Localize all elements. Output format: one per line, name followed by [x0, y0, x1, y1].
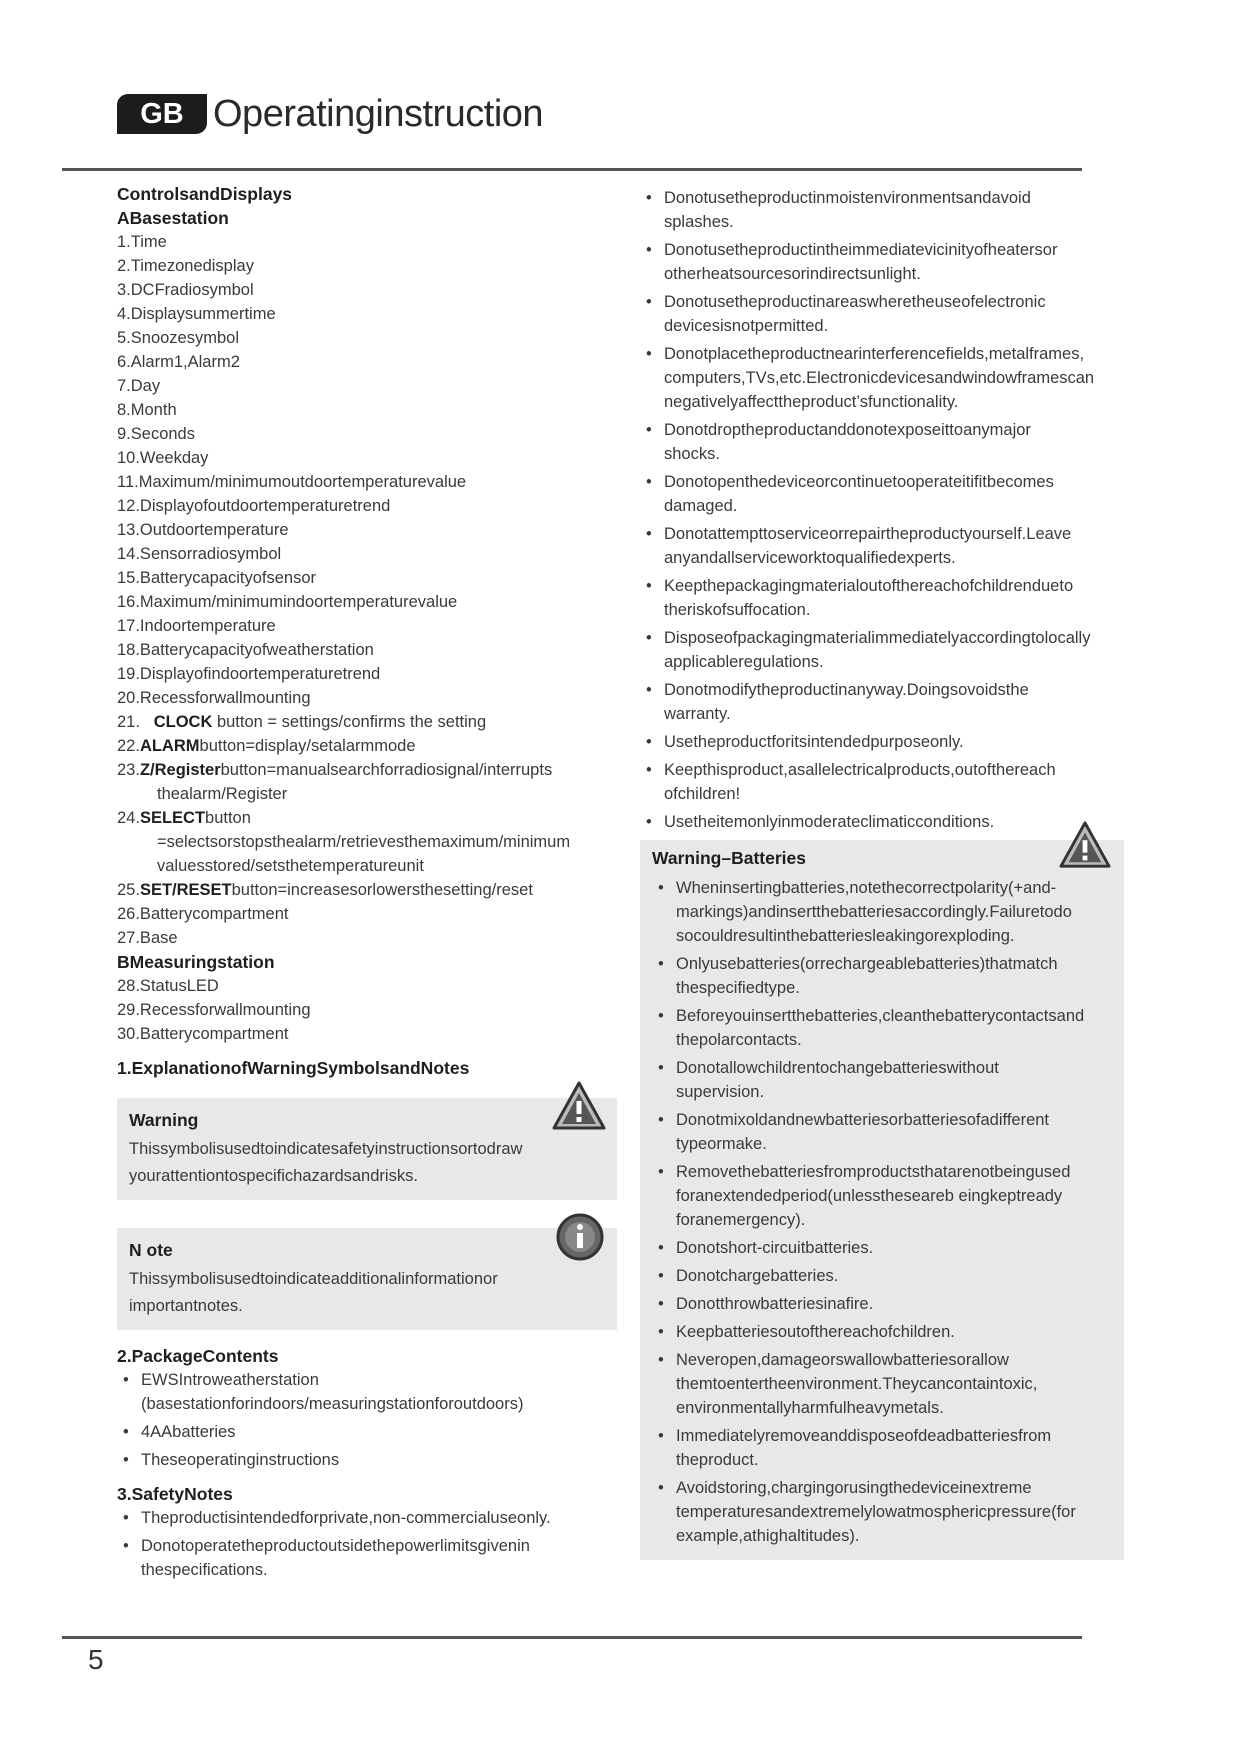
control-item-25: 25.SET/RESETbutton=increasesorlowersthesetting/reset: [117, 881, 533, 899]
safety-note-item: [640, 418, 1130, 466]
control-item: 14.Sensorradiosymbol: [117, 545, 282, 563]
safety-note-line: warranty.: [664, 705, 731, 723]
battery-note-item: [652, 1320, 1112, 1344]
control-item: 8.Month: [117, 401, 177, 419]
control-item: 10.Weekday: [117, 449, 209, 467]
battery-note-line: • Donotallowchildrentochangebatterieswithout: [676, 1059, 999, 1077]
package-content-item: [117, 1448, 617, 1472]
battery-note-line: • Donotthrowbatteriesinafire.: [676, 1295, 874, 1313]
safety-note-item: [640, 730, 1130, 754]
battery-note-line: • Onlyusebatteries(orrechargeablebatteries)thatmatch: [676, 955, 1058, 973]
measuring-station-heading: BMeasuringstation: [117, 952, 275, 972]
battery-note-line: supervision.: [676, 1083, 765, 1101]
safety-note-item: [640, 678, 1130, 726]
battery-note-line: • Donotchargebatteries.: [676, 1267, 839, 1285]
battery-note-line: • Wheninsertingbatteries,notethecorrectpolarity(+and-: [676, 879, 1057, 897]
safety-note-line: • Donotattempttoserviceorrepairtheproductyourself.Leave: [664, 525, 1072, 543]
battery-note-item: [652, 1108, 1112, 1156]
right-column: [640, 186, 1130, 838]
safety-note-line: theriskofsuffocation.: [664, 601, 811, 619]
note-box: [117, 1228, 617, 1330]
safety-note-line: • Donotmodifytheproductinanyway.Doingsovoidsthe: [664, 681, 1029, 699]
battery-note-line: markings)andinsertthebatteriesaccordingly.Failuretodo: [676, 903, 1072, 921]
warning-triangle-icon: [551, 1080, 607, 1132]
battery-note-line: thespecifiedtype.: [676, 979, 800, 997]
safety-note-item: [640, 186, 1130, 234]
control-item: 13.Outdoortemperature: [117, 521, 289, 539]
safety-note-line: • Donotusetheproductinmoistenvironmentsandavoid: [664, 189, 1031, 207]
safety-note-line: thespecifications.: [141, 1561, 268, 1579]
battery-note-item: [652, 1476, 1112, 1548]
battery-note-item: [652, 1264, 1112, 1288]
safety-note-item: [640, 810, 1130, 834]
safety-note-line: applicableregulations.: [664, 653, 824, 671]
control-item: 15.Batterycapacityofsensor: [117, 569, 317, 587]
safety-list-right: [640, 186, 1130, 834]
battery-note-line: example,athighaltitudes).: [676, 1527, 860, 1545]
controls-heading: ControlsandDisplays: [117, 184, 293, 204]
battery-note-item: [652, 1236, 1112, 1260]
battery-note-item: [652, 1056, 1112, 1104]
package-content-line: (basestationforindoors/measuringstationforoutdoors): [141, 1395, 524, 1413]
safety-note-line: • Donotusetheproductintheimmediatevicinityofheatersor: [664, 241, 1058, 259]
warning-title: Warning: [129, 1110, 199, 1130]
control-item: 19.Displayofindoortemperaturetrend: [117, 665, 381, 683]
safety-note-line: • Donotdroptheproductanddonotexposeittoanymajor: [664, 421, 1031, 439]
safety-note-line: computers,TVs,etc.Electronicdevicesandwindowframescan: [664, 369, 1095, 387]
control-item-23: 23.Z/Registerbutton=manualsearchforradiosignal/interrupts thealarm/Register: [117, 761, 553, 803]
info-icon: [555, 1212, 605, 1262]
control-item: 16.Maximum/minimumindoortemperaturevalue: [117, 593, 458, 611]
safety-note-item: [640, 342, 1130, 414]
page-number: 5: [88, 1644, 104, 1675]
control-item: 7.Day: [117, 377, 161, 395]
control-item-29: 29.Recessforwallmounting: [117, 1001, 311, 1019]
note-text-line1: Thissymbolisusedtoindicateadditionalinformationor: [129, 1270, 498, 1288]
safety-note-line: • Disposeofpackagingmaterialimmediatelyaccordingtolocally: [664, 629, 1091, 647]
control-item: 5.Snoozesymbol: [117, 329, 239, 347]
battery-note-line: • Immediatelyremoveanddisposeofdeadbatteriesfrom: [676, 1427, 1052, 1445]
safety-note-line: • Donotplacetheproductnearinterferencefields,metalframes,: [664, 345, 1085, 363]
safety-note-line: negativelyaffecttheproduct’sfunctionality.: [664, 393, 959, 411]
battery-note-item: [652, 1004, 1112, 1052]
control-item: 2.Timezonedisplay: [117, 257, 254, 275]
left-column: [117, 182, 617, 1586]
package-list: [117, 1368, 617, 1472]
controls-list: [117, 230, 617, 710]
base-station-heading: ABasestation: [117, 208, 229, 228]
batteries-content: [652, 846, 1112, 1552]
document-title: Operatinginstruction: [213, 92, 544, 135]
control-item: 6.Alarm1,Alarm2: [117, 353, 240, 371]
note-title: N ote: [129, 1240, 173, 1260]
battery-note-item: [652, 1424, 1112, 1472]
section3-heading: 3.SafetyNotes: [117, 1484, 233, 1504]
batteries-warning-box: [640, 840, 1124, 1560]
battery-note-line: • Beforeyouinsertthebatteries,cleanthebatterycontactsand: [676, 1007, 1085, 1025]
safety-note-item: [117, 1534, 617, 1582]
battery-note-line: theproduct.: [676, 1451, 759, 1469]
battery-note-line: • Removethebatteriesfromproductsthatarenotbeingused: [676, 1163, 1071, 1181]
safety-note-item: [640, 522, 1130, 570]
batteries-title: Warning–Batteries: [652, 848, 806, 868]
battery-note-line: foranextendedperiod(unlesstheseareb eingkeptready: [676, 1187, 1063, 1205]
safety-note-line: ofchildren!: [664, 785, 741, 803]
safety-note-item: [640, 574, 1130, 622]
package-content-line: • 4AAbatteries: [141, 1423, 236, 1441]
safety-note-line: shocks.: [664, 445, 720, 463]
safety-note-line: devicesisnotpermitted.: [664, 317, 829, 335]
safety-note-item: [640, 290, 1130, 338]
battery-note-line: • Avoidstoring,chargingorusingthedeviceinextreme: [676, 1479, 1032, 1497]
section1-heading: 1.ExplanationofWarningSymbolsandNotes: [117, 1058, 470, 1078]
safety-note-line: damaged.: [664, 497, 738, 515]
safety-note-item: [640, 238, 1130, 286]
warning-box: [117, 1098, 617, 1200]
control-item: 17.Indoortemperature: [117, 617, 276, 635]
control-item: 4.Displaysummertime: [117, 305, 276, 323]
package-content-item: [117, 1368, 617, 1416]
package-content-line: • EWSIntroweatherstation: [141, 1371, 319, 1389]
safety-note-line: • Keepthisproduct,asallelectricalproducts,outofthereach: [664, 761, 1056, 779]
safety-note-line: • Theproductisintendedforprivate,non-commercialuseonly.: [141, 1509, 551, 1527]
batteries-list: [652, 876, 1112, 1548]
control-item: 11.Maximum/minimumoutdoortemperaturevalue: [117, 473, 467, 491]
safety-note-line: • Usetheitemonlyinmoderateclimaticconditions.: [664, 813, 995, 831]
safety-note-line: otherheatsourcesorindirectsunlight.: [664, 265, 921, 283]
battery-note-line: • Donotshort-circuitbatteries.: [676, 1239, 874, 1257]
battery-note-line: • Neveropen,damageorswallowbatteriesorallow: [676, 1351, 1009, 1369]
battery-note-line: typeormake.: [676, 1135, 767, 1153]
control-item-22: 22.ALARMbutton=display/setalarmmode: [117, 737, 416, 755]
battery-note-line: temperaturesandextremelylowatmosphericpressure(for: [676, 1503, 1076, 1521]
bottom-divider: [62, 1636, 1082, 1639]
safety-note-item: [640, 758, 1130, 806]
safety-note-item: [640, 470, 1130, 518]
battery-note-item: [652, 1160, 1112, 1232]
battery-note-line: environmentallyharmfulheavymetals.: [676, 1399, 944, 1417]
safety-note-line: • Keepthepackagingmaterialoutofthereachofchildrendueto: [664, 577, 1074, 595]
control-item-21: 21. CLOCK button = settings/confirms the setting: [117, 713, 487, 731]
top-divider: [62, 168, 1082, 171]
control-item: 9.Seconds: [117, 425, 195, 443]
battery-note-line: • Donotmixoldandnewbatteriesorbatteriesofadifferent: [676, 1111, 1050, 1129]
safety-note-line: • Donotusetheproductinareaswheretheuseofelectronic: [664, 293, 1046, 311]
safety-note-line: splashes.: [664, 213, 734, 231]
package-content-line: • Theseoperatinginstructions: [141, 1451, 340, 1469]
battery-note-item: [652, 1292, 1112, 1316]
control-item: 20.Recessforwallmounting: [117, 689, 311, 707]
language-badge: GB: [117, 94, 207, 134]
safety-note-line: • Donotoperatetheproductoutsidethepowerlimitsgivenin: [141, 1537, 530, 1555]
battery-note-line: foranemergency).: [676, 1211, 806, 1229]
note-text-line2: importantnotes.: [129, 1297, 243, 1315]
page-header: [117, 90, 543, 138]
control-item: 12.Displayofoutdoortemperaturetrend: [117, 497, 391, 515]
battery-note-line: socouldresultinthebatteriesleakingorexploding.: [676, 927, 1015, 945]
control-item: 1.Time: [117, 233, 167, 251]
section2-heading: 2.PackageContents: [117, 1346, 279, 1366]
control-item-28: 28.StatusLED: [117, 977, 219, 995]
battery-note-line: • Keepbatteriesoutofthereachofchildren.: [676, 1323, 955, 1341]
battery-note-line: thepolarcontacts.: [676, 1031, 802, 1049]
battery-note-item: [652, 952, 1112, 1000]
control-item-27: 27.Base: [117, 929, 178, 947]
battery-note-line: themtoentertheenvironment.Theycancontaintoxic,: [676, 1375, 1038, 1393]
battery-note-item: [652, 876, 1112, 948]
safety-note-item: [117, 1506, 617, 1530]
safety-note-item: [640, 626, 1130, 674]
battery-note-item: [652, 1348, 1112, 1420]
warning-text-line1: Thissymbolisusedtoindicatesafetyinstructionsortodraw: [129, 1140, 523, 1158]
package-content-item: [117, 1420, 617, 1444]
safety-list-left: [117, 1506, 617, 1582]
warning-text-line2: yourattentiontospecifichazardsandrisks.: [129, 1167, 418, 1185]
safety-note-line: anyandallserviceworktoqualifiedexperts.: [664, 549, 956, 567]
control-item-26: 26.Batterycompartment: [117, 905, 289, 923]
safety-note-line: • Usetheproductforitsintendedpurposeonly.: [664, 733, 964, 751]
control-item: 18.Batterycapacityofweatherstation: [117, 641, 374, 659]
safety-note-line: • Donotopenthedeviceorcontinuetooperateitifitbecomes: [664, 473, 1054, 491]
control-item-24: 24.SELECTbutton =selectsorstopsthealarm/retrievesthemaximum/minimum valuesstored/setsthetemperatureunit: [117, 809, 571, 875]
control-item: 3.DCFradiosymbol: [117, 281, 254, 299]
control-item-30: 30.Batterycompartment: [117, 1025, 289, 1043]
